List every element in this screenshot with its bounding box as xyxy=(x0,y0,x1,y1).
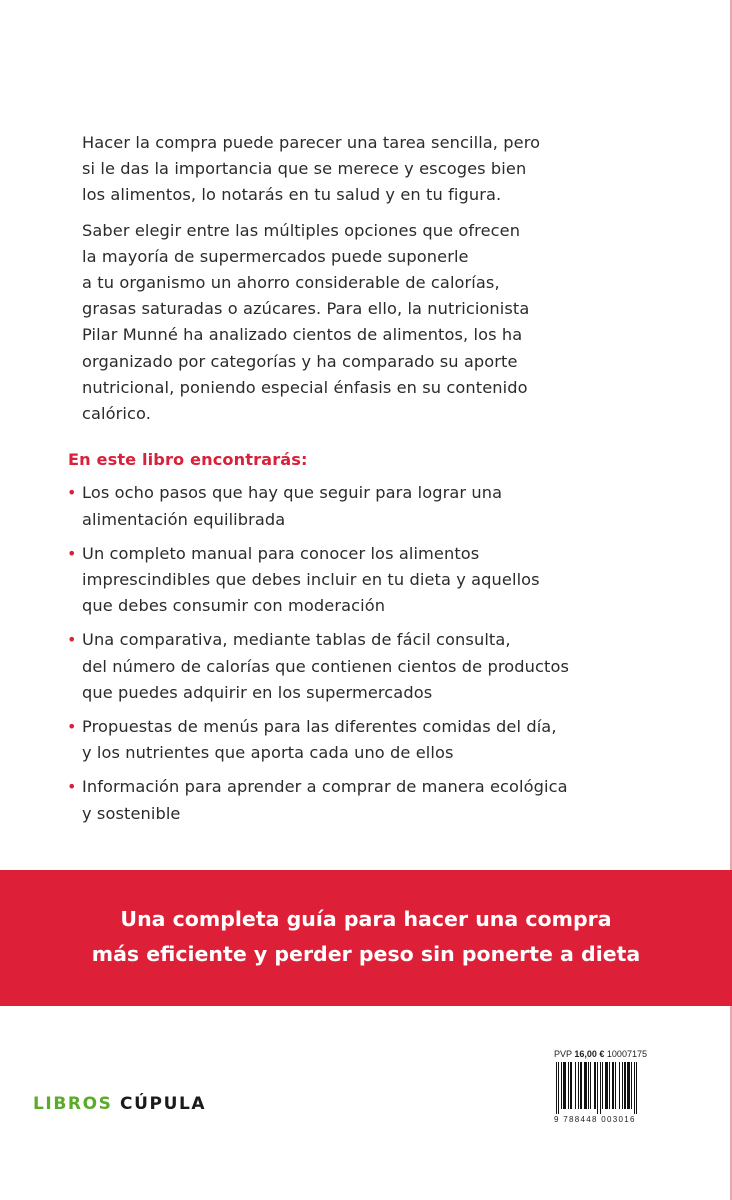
text-line: si le das la importancia que se merece y escoges bien xyxy=(82,159,527,179)
price: 16,00 € xyxy=(574,1049,605,1059)
text-line: imprescindibles que debes incluir en tu dieta y aquellos xyxy=(82,570,540,590)
barcode-bar xyxy=(600,1062,601,1114)
text-line: Propuestas de menús para las diferentes comidas del día, xyxy=(82,717,557,737)
feature-item xyxy=(67,774,602,826)
feature-item xyxy=(67,714,602,766)
publisher-logo xyxy=(33,1094,206,1114)
text-line: Pilar Munné ha analizado cientos de alimentos, los ha xyxy=(82,325,523,345)
publisher-name-part-1: LIBROS xyxy=(33,1094,121,1114)
tagline xyxy=(0,902,732,972)
text-line: Un completo manual para conocer los alimentos xyxy=(82,543,480,563)
price-line xyxy=(554,1048,702,1060)
features-list xyxy=(67,480,602,826)
barcode-bar xyxy=(622,1062,623,1109)
text-line: y sostenible xyxy=(82,803,181,823)
text-line: grasas saturadas o azúcares. Para ello, la nutricionista xyxy=(82,299,530,319)
barcode-bar xyxy=(612,1062,614,1109)
text-line: que puedes adquirir en los supermercados xyxy=(82,682,433,702)
back-cover-text xyxy=(67,130,602,835)
feature-item xyxy=(67,627,602,706)
barcode-bar xyxy=(590,1062,591,1109)
text-line: calórico. xyxy=(82,404,151,424)
barcode-bar xyxy=(624,1062,626,1109)
barcode-bar xyxy=(580,1062,582,1109)
barcode-bar xyxy=(631,1062,632,1109)
text-line: Una comparativa, mediante tablas de fácil consulta, xyxy=(82,630,511,650)
text-line: Los ocho pasos que hay que seguir para lograr una xyxy=(82,483,503,503)
intro-paragraph-2 xyxy=(82,218,602,428)
barcode-block xyxy=(554,1048,702,1124)
text-line: a tu organismo un ahorro considerable de calorías, xyxy=(82,273,500,293)
text-line: la mayoría de supermercados puede suponerle xyxy=(82,246,469,266)
text-line: organizado por categorías y ha comparado su aporte xyxy=(82,351,518,371)
pvp-label: PVP xyxy=(554,1049,572,1059)
barcode-bar xyxy=(594,1062,596,1109)
barcode-bar xyxy=(597,1062,598,1114)
barcode-bar xyxy=(588,1062,589,1109)
barcode-bar xyxy=(634,1062,635,1114)
bullet-icon: • xyxy=(67,777,77,797)
tagline-line: más eficiente y perder peso sin ponerte a dieta xyxy=(91,942,641,966)
publisher-name-part-2: CÚPULA xyxy=(120,1094,207,1114)
barcode-icon xyxy=(554,1062,670,1114)
bullet-icon: • xyxy=(67,630,77,650)
barcode-bar xyxy=(636,1062,637,1114)
barcode-bar xyxy=(568,1062,569,1109)
text-line: Hacer la compra puede parecer una tarea sencilla, pero xyxy=(82,133,541,152)
barcode-bar xyxy=(558,1062,559,1114)
text-line: Información para aprender a comprar de manera ecológica xyxy=(82,777,568,797)
barcode-bar xyxy=(575,1062,576,1109)
barcode-bar xyxy=(561,1062,562,1109)
text-line: Saber elegir entre las múltiples opciones que ofrecen xyxy=(82,220,521,240)
barcode-bar xyxy=(605,1062,608,1109)
barcode-bar xyxy=(578,1062,579,1109)
barcode-bar xyxy=(619,1062,620,1109)
text-line: del número de calorías que contienen cientos de productos xyxy=(82,656,569,676)
bullet-icon: • xyxy=(67,483,77,503)
text-line: y los nutrientes que aporta cada uno de ellos xyxy=(82,743,454,763)
intro-paragraph-1 xyxy=(82,130,602,209)
bullet-icon: • xyxy=(67,717,77,737)
barcode-bar xyxy=(627,1062,630,1109)
barcode-bar xyxy=(615,1062,616,1109)
isbn-digits: 9 788448 003016 xyxy=(554,1115,636,1124)
feature-item xyxy=(67,480,602,532)
barcode-bar xyxy=(570,1062,572,1109)
barcode-bar xyxy=(563,1062,566,1109)
bullet-icon: • xyxy=(67,543,77,563)
text-line: los alimentos, lo notarás en tu salud y en tu figura. xyxy=(82,185,502,205)
barcode-bar xyxy=(584,1062,587,1109)
barcode-bar xyxy=(556,1062,557,1114)
features-heading: En este libro encontrarás: xyxy=(68,450,308,470)
text-line: nutricional, poniendo especial énfasis en su contenido xyxy=(82,377,528,397)
tagline-banner xyxy=(0,870,732,1006)
product-code: 10007175 xyxy=(606,1049,647,1059)
text-line: alimentación equilibrada xyxy=(82,509,286,529)
tagline-line: Una completa guía para hacer una compra xyxy=(120,907,612,931)
barcode-bar xyxy=(602,1062,603,1109)
text-line: que debes consumir con moderación xyxy=(82,596,386,616)
barcode-bar xyxy=(609,1062,610,1109)
feature-item xyxy=(67,541,602,620)
